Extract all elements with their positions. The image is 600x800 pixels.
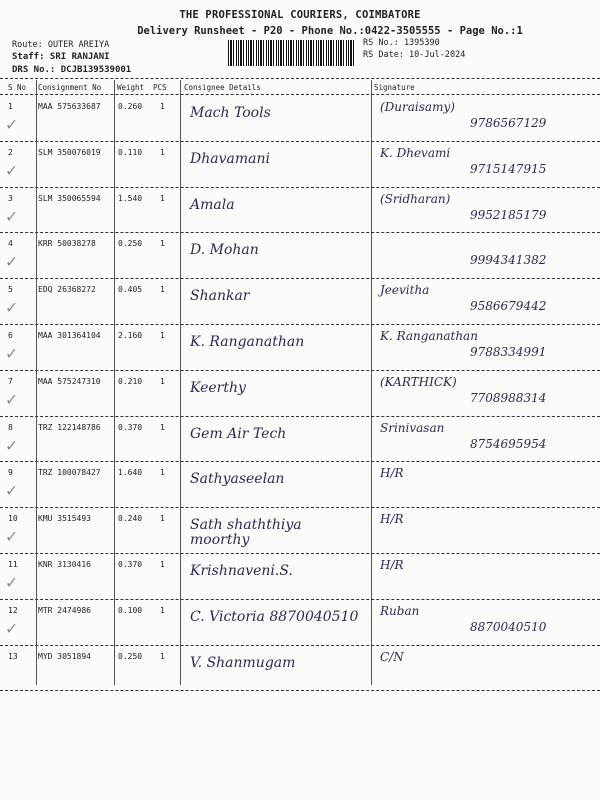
weight-value: 0.260	[118, 102, 143, 111]
consignment-number: KRR 50038278	[38, 239, 96, 249]
consignee-name: Dhavamani	[190, 150, 270, 167]
pieces-count: 1	[160, 514, 165, 524]
serial-number: 4	[8, 239, 13, 249]
table-row	[0, 462, 600, 508]
document-title: THE PROFESSIONAL COURIERS, COIMBATORE	[179, 9, 421, 21]
pieces-count: 1	[160, 239, 165, 249]
signature-text: (Sridharan)	[380, 191, 451, 206]
consignee-name: Krishnaveni.S.	[190, 563, 293, 579]
check-mark-icon: ✓	[6, 343, 17, 364]
serial-number: 9	[8, 468, 13, 478]
consignment-number: KNR 3130416	[38, 560, 91, 569]
serial-number: 2	[8, 147, 13, 157]
serial-number: 1	[8, 102, 13, 111]
signature-text: C/N	[380, 649, 404, 664]
check-mark-icon: ✓	[6, 159, 17, 181]
check-mark-icon: ✓	[6, 114, 17, 135]
signature-text: (KARTHICK)	[380, 374, 457, 389]
check-mark-icon: ✓	[6, 434, 17, 456]
pieces-count: 1	[160, 331, 165, 340]
signature-text: H/R	[380, 512, 404, 527]
pieces-count: 1	[160, 102, 165, 111]
check-mark-icon: ✓	[6, 388, 17, 410]
table-row	[0, 646, 600, 692]
table-row	[0, 279, 600, 325]
pieces-count: 1	[160, 193, 165, 203]
table-row	[0, 554, 600, 600]
weight-value: 0.100	[118, 605, 143, 615]
serial-number: 11	[8, 560, 18, 569]
consignee-name: C. Victoria 8870040510	[190, 608, 359, 625]
serial-number: 5	[8, 285, 13, 295]
serial-number: 3	[8, 193, 13, 203]
check-mark-icon: ✓	[6, 480, 17, 502]
consignee-name: Shankar	[190, 288, 250, 305]
serial-number: 8	[8, 422, 13, 432]
consignee-name: Sathyaseelan	[190, 471, 285, 488]
table-row	[0, 371, 600, 417]
check-mark-icon: ✓	[6, 297, 17, 319]
header-bottom-divider	[0, 94, 600, 95]
serial-number: 10	[8, 514, 18, 524]
weight-value: 0.370	[118, 422, 143, 432]
consignment-number: SLM 350065594	[38, 193, 101, 203]
col-pcs: PCS	[153, 83, 167, 92]
check-mark-icon: ✓	[6, 251, 17, 273]
staff-label: Staff: SRI RANJANI	[12, 52, 110, 62]
weight-value: 0.370	[118, 560, 143, 569]
weight-value: 1.540	[118, 193, 143, 203]
weight-value: 1.640	[118, 468, 143, 478]
signature-text: Ruban	[380, 603, 420, 618]
col-signature: Signature	[374, 83, 415, 92]
document-subtitle: Delivery Runsheet - P20 - Phone No.:0422-3505555 - Page No.:1	[137, 25, 523, 37]
consignee-name: Keerthy	[190, 379, 246, 396]
row-divider	[0, 690, 600, 691]
route-label: Route: OUTER AREIYA	[12, 40, 110, 50]
col-weight: Weight	[117, 83, 145, 92]
consignee-name: Sath shaththiya moorthy	[190, 517, 302, 549]
table-row	[0, 417, 600, 463]
serial-number: 12	[8, 605, 18, 615]
col-consignee: Consignee Details	[184, 83, 261, 92]
pieces-count: 1	[160, 422, 165, 432]
consignee-name: Mach Tools	[190, 105, 271, 121]
weight-value: 0.250	[118, 651, 143, 661]
weight-value: 0.250	[118, 239, 143, 249]
consignment-number: TRZ 100078427	[38, 468, 101, 478]
pieces-count: 1	[160, 560, 165, 569]
consignee-name: D. Mohan	[190, 242, 259, 259]
receiver-phone: 8754695954	[470, 436, 547, 451]
table-row	[0, 233, 600, 279]
col-sno: S No	[8, 83, 27, 92]
pieces-count: 1	[160, 651, 165, 661]
table-row	[0, 508, 600, 554]
pieces-count: 1	[160, 285, 165, 295]
check-mark-icon: ✓	[6, 617, 17, 639]
signature-text: (Duraisamy)	[380, 100, 455, 114]
check-mark-icon: ✓	[6, 572, 17, 593]
rs-date: RS Date: 10-Jul-2024	[363, 50, 466, 60]
col-consignment: Consignment No	[38, 83, 102, 92]
signature-text: K. Dhevami	[380, 145, 451, 160]
pieces-count: 1	[160, 468, 165, 478]
consignment-number: MAA 575633687	[38, 102, 101, 111]
weight-value: 0.405	[118, 285, 143, 295]
drs-number: DRS No.: DCJB139539001	[12, 65, 132, 75]
consignee-name: Gem Air Tech	[190, 425, 287, 442]
pieces-count: 1	[160, 147, 165, 157]
header-divider	[0, 78, 600, 79]
consignment-number: MYD 3051894	[38, 651, 91, 661]
check-mark-icon: ✓	[6, 526, 17, 548]
weight-value: 0.110	[118, 147, 143, 157]
table-row	[0, 325, 600, 371]
weight-value: 2.160	[118, 331, 143, 340]
receiver-phone: 9586679442	[470, 299, 547, 314]
signature-text: K. Ranganathan	[380, 329, 478, 343]
consignee-name: K. Ranganathan	[190, 334, 305, 350]
consignment-number: TRZ 122148786	[38, 422, 101, 432]
consignee-name: Amala	[190, 196, 235, 213]
receiver-phone: 8870040510	[470, 619, 547, 634]
table-row	[0, 142, 600, 188]
weight-value: 0.240	[118, 514, 143, 524]
serial-number: 6	[8, 331, 13, 340]
receiver-phone: 9715147915	[470, 161, 547, 176]
table-row	[0, 600, 600, 646]
serial-number: 7	[8, 376, 13, 386]
consignment-number: MTR 2474986	[38, 605, 91, 615]
table-row	[0, 188, 600, 234]
consignment-number: KMU 3515493	[38, 514, 91, 524]
signature-text: H/R	[380, 558, 404, 572]
pieces-count: 1	[160, 376, 165, 386]
receiver-phone: 7708988314	[470, 390, 547, 405]
barcode	[228, 40, 356, 66]
signature-text: Jeevitha	[380, 283, 430, 298]
receiver-phone: 9786567129	[470, 116, 547, 130]
consignment-number: MAA 301364104	[38, 331, 101, 340]
signature-text: H/R	[380, 466, 404, 481]
signature-text: Srinivasan	[380, 420, 445, 435]
consignee-name: V. Shanmugam	[190, 654, 296, 671]
receiver-phone: 9994341382	[470, 253, 547, 268]
pieces-count: 1	[160, 605, 165, 615]
serial-number: 13	[8, 651, 18, 661]
check-mark-icon: ✓	[6, 205, 17, 227]
receiver-phone: 9952185179	[470, 207, 547, 222]
weight-value: 0.210	[118, 376, 143, 386]
table-row	[0, 96, 600, 142]
consignment-number: EDQ 26368272	[38, 285, 96, 295]
consignment-number: MAA 575247310	[38, 376, 101, 386]
receiver-phone: 9788334991	[470, 345, 547, 359]
rs-number: RS No.: 1395390	[363, 38, 440, 48]
consignment-number: SLM 350076019	[38, 147, 101, 157]
